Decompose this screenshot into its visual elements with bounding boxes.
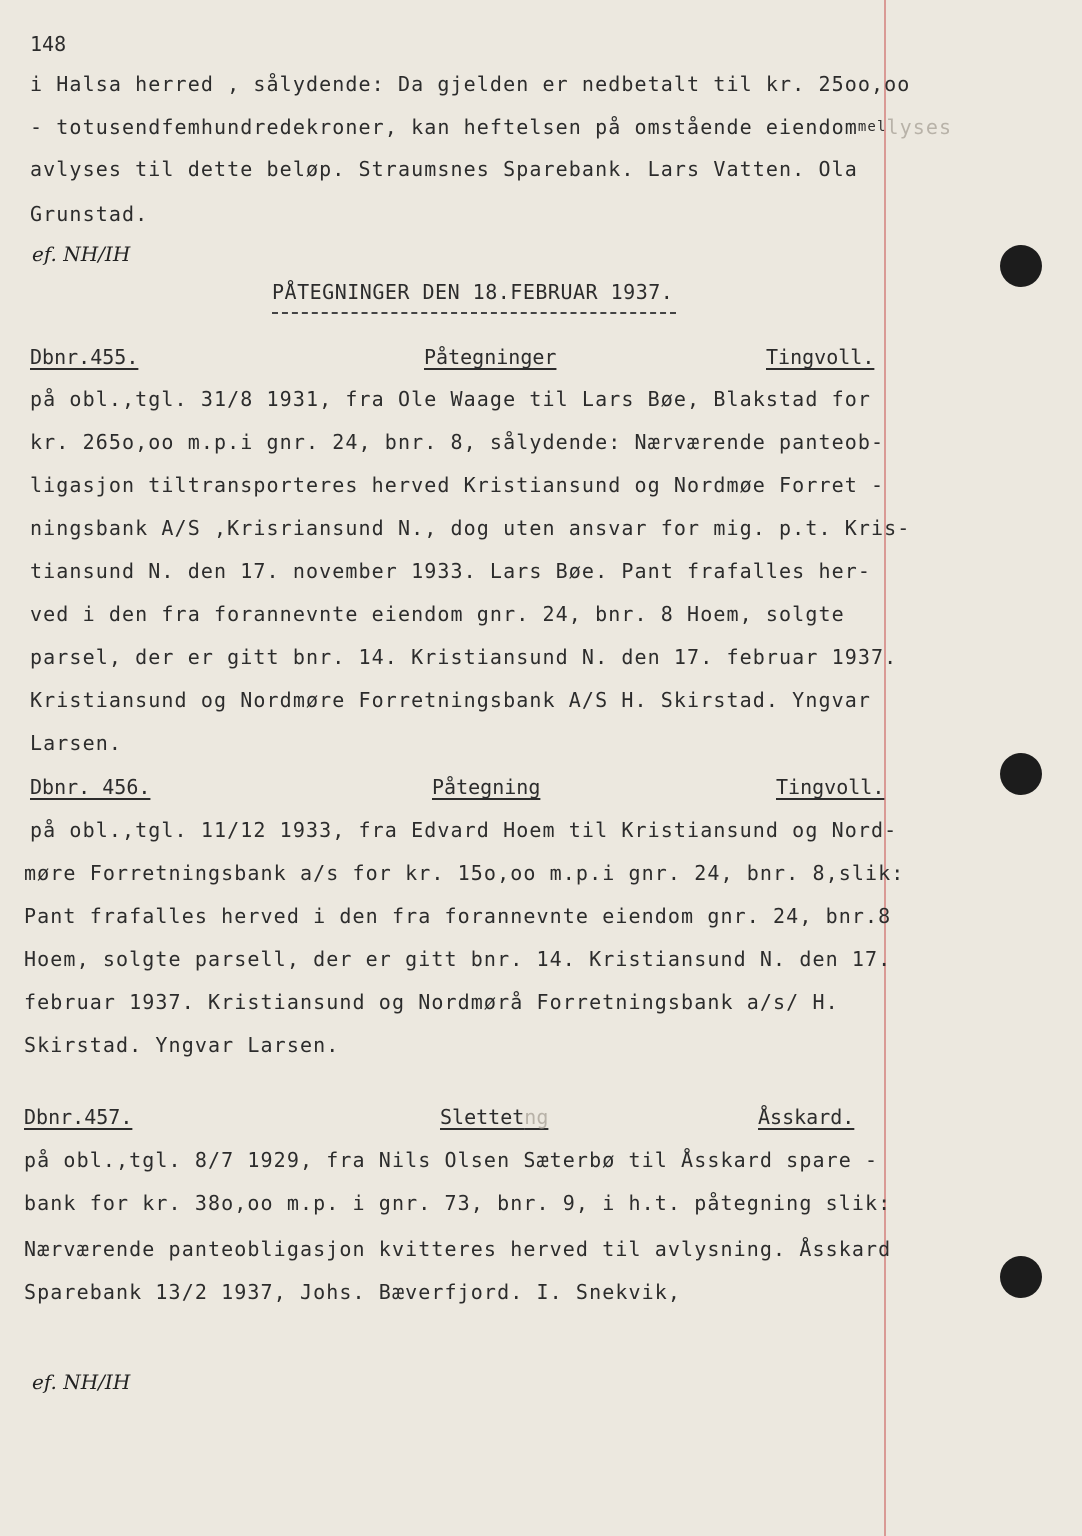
punch-hole bbox=[1000, 753, 1042, 795]
entry-dbnr: Dbnr. 456. bbox=[30, 775, 151, 799]
entry-type-label: Slettet bbox=[440, 1105, 525, 1129]
text-line: på obl.,tgl. 31/8 1931, fra Ole Waage til Lars Bøe, Blakstad for bbox=[30, 387, 872, 411]
entry-place: Tingvoll. bbox=[766, 345, 875, 369]
text-line: Kristiansund og Nordmøre Forretningsbank A/S H. Skirstad. Yngvar bbox=[30, 688, 872, 712]
text-line: i Halsa herred , sålydende: Da gjelden er nedbetalt til kr. 25oo,oo bbox=[30, 72, 911, 96]
entry-type: Påtegning bbox=[432, 775, 541, 799]
punch-hole bbox=[1000, 1256, 1042, 1298]
title-underline bbox=[272, 312, 676, 314]
text-line: på obl.,tgl. 11/12 1933, fra Edvard Hoem til Kristiansund og Nord- bbox=[30, 818, 898, 842]
faint-text: lyses bbox=[886, 115, 953, 139]
text-line: avlyses til dette beløp. Straumsnes Sparebank. Lars Vatten. Ola bbox=[30, 157, 858, 181]
entry-dbnr: Dbnr.457. bbox=[24, 1105, 133, 1129]
text-line: ved i den fra forannevnte eiendom gnr. 24, bnr. 8 Hoem, solgte bbox=[30, 602, 845, 626]
faint-text: ng bbox=[524, 1105, 549, 1129]
text-line: Larsen. bbox=[30, 731, 122, 755]
entry-type: Påtegninger bbox=[424, 345, 557, 369]
entry-dbnr: Dbnr.455. bbox=[30, 345, 139, 369]
entry-place: Tingvoll. bbox=[776, 775, 885, 799]
signoff-mark: ef. NH/IH bbox=[32, 1370, 131, 1394]
text-line: ligasjon tiltransporteres herved Kristiansund og Nordmøe Forret - bbox=[30, 473, 885, 497]
text-line: Sparebank 13/2 1937, Johs. Bæverfjord. I. Snekvik, bbox=[24, 1280, 682, 1304]
text-line: bank for kr. 38o,oo m.p. i gnr. 73, bnr. 9, i h.t. påtegning slik: bbox=[24, 1191, 892, 1215]
margin-rule bbox=[884, 0, 886, 1536]
text-line: Nærværende panteobligasjon kvitteres herved til avlysning. Åsskard bbox=[24, 1237, 892, 1261]
entry-type bbox=[440, 1105, 548, 1129]
punch-hole bbox=[1000, 245, 1042, 287]
text-line: møre Forretningsbank a/s for kr. 15o,oo m.p.i gnr. 24, bnr. 8,slik: bbox=[24, 861, 905, 885]
text-line-content: - totusendfemhundredekroner, kan heftelsen på omstående eiendom bbox=[30, 115, 858, 139]
text-line: på obl.,tgl. 8/7 1929, fra Nils Olsen Sæterbø til Åsskard spare - bbox=[24, 1148, 879, 1172]
text-line: kr. 265o,oo m.p.i gnr. 24, bnr. 8, sålydende: Nærværende panteob- bbox=[30, 430, 885, 454]
text-line: Skirstad. Yngvar Larsen. bbox=[24, 1033, 340, 1057]
signoff-mark: ef. NH/IH bbox=[32, 242, 131, 266]
text-line: februar 1937. Kristiansund og Nordmørå Forretningsbank a/s/ H. bbox=[24, 990, 839, 1014]
page-number: 148 bbox=[30, 32, 67, 56]
text-line: ningsbank A/S ,Krisriansund N., dog uten ansvar for mig. p.t. Kris- bbox=[30, 516, 911, 540]
text-line bbox=[30, 115, 952, 139]
section-title: PÅTEGNINGER DEN 18.FEBRUAR 1937. bbox=[272, 280, 674, 304]
text-line: Grunstad. bbox=[30, 202, 149, 226]
overwrite-mark: mel bbox=[857, 119, 887, 135]
text-line: parsel, der er gitt bnr. 14. Kristiansund N. den 17. februar 1937. bbox=[30, 645, 898, 669]
text-line: Hoem, solgte parsell, der er gitt bnr. 14. Kristiansund N. den 17. bbox=[24, 947, 892, 971]
text-line: Pant frafalles herved i den fra forannevnte eiendom gnr. 24, bnr.8 bbox=[24, 904, 892, 928]
entry-place: Åsskard. bbox=[758, 1105, 855, 1129]
text-line: tiansund N. den 17. november 1933. Lars Bøe. Pant frafalles her- bbox=[30, 559, 872, 583]
